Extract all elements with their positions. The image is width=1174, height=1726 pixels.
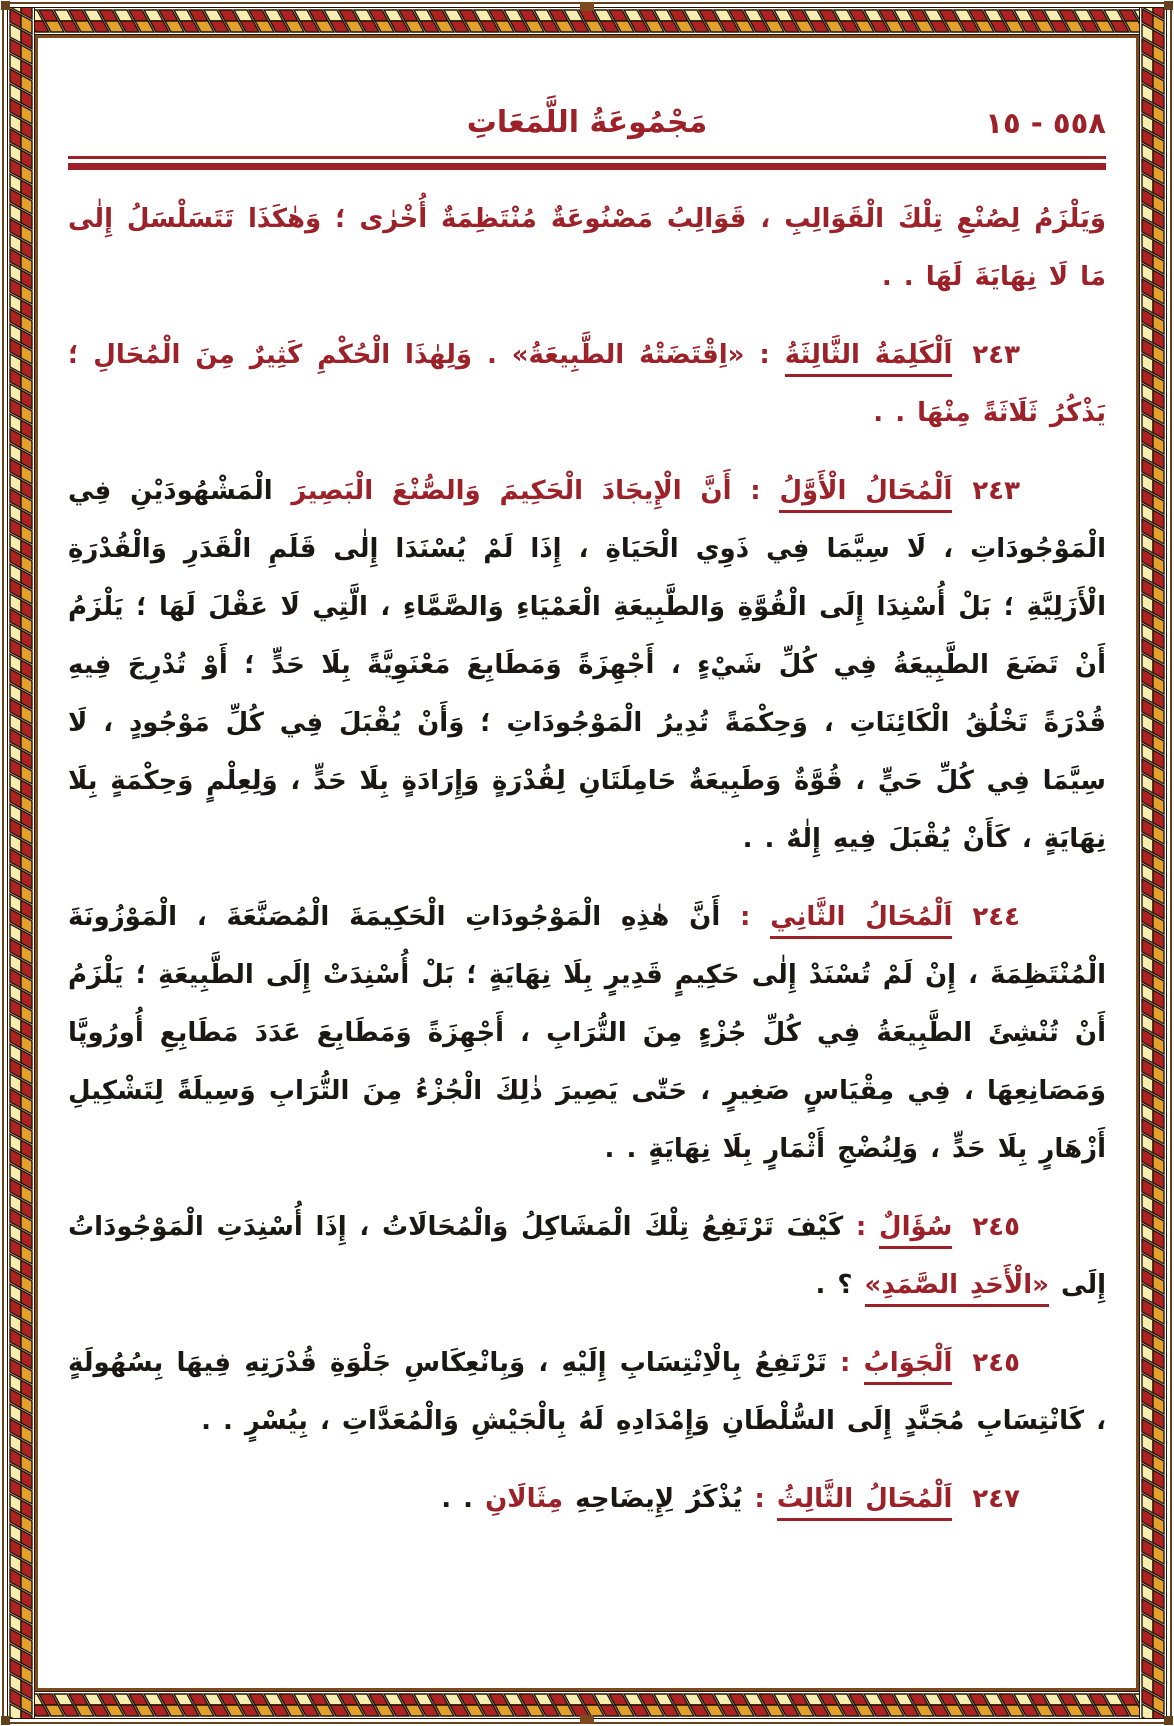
text-segment: : bbox=[843, 1212, 880, 1242]
border-chain-left bbox=[7, 7, 35, 1719]
text-segment: وَيَلْزَمُ لِصُنْعِ تِلْكَ الْقَوَالِبِ ، قَوَالِبُ مَصْنُوعَةٌ مُنْتَظِمَةٌ أُخْرٰى ؛ وَهٰكَذَا تَتَسَلْسَلُ إِلٰى مَا لَا نِهَايَةَ لَهَا . . bbox=[68, 204, 1106, 292]
border-center-tab-top bbox=[580, 2, 594, 11]
paragraph-number: ٢٤٧ bbox=[972, 1484, 1020, 1514]
text-segment: : أَنَّ الْإِيجَادَ الْحَكِيمَ وَالصُّنْعَ الْبَصِيرَ bbox=[272, 476, 780, 506]
text-segment: يُذْكَرُ لِإِيضَاحِهِ bbox=[563, 1484, 743, 1514]
section-heading: سُؤَالٌ bbox=[879, 1212, 952, 1249]
page-title: مَجْمُوعَةُ اللَّمَعَاتِ bbox=[466, 105, 708, 140]
text-segment: مِثَالَانِ bbox=[485, 1484, 564, 1514]
border-chain-right bbox=[1139, 7, 1167, 1719]
paragraph-number: ٢٤٣ bbox=[972, 340, 1021, 370]
paragraph bbox=[68, 1470, 1106, 1528]
paragraphs bbox=[68, 190, 1106, 1528]
page-number: ٥٥٨ - ١٥ bbox=[985, 106, 1106, 140]
page-content bbox=[40, 40, 1134, 1686]
text-segment: الْمَشْهُودَيْنِ فِي الْمَوْجُودَاتِ ، لَا سِيَّمَا فِي ذَوِي الْحَيَاةِ ، إِذَا لَمْ يُسْنَدَا إِلٰى قَلَمِ الْقَدَرِ وَالْقُدْرَةِ الْأَزَلِيَّةِ ؛ بَلْ أُسْنِدَا إِلَى الْقُوَّةِ وَالطَّبِيعَةِ الْعَمْيَاءِ وَالصَّمَّاءِ ، الَّتِي لَا عَقْلَ لَهَا ؛ يَلْزَمُ أَنْ تَضَعَ الطَّبِيعَةُ فِي كُلِّ شَيْءٍ ، أَجْهِزَةً وَمَطَابِعَ مَعْنَوِيَّةً بِلَا حَدٍّ ؛ أَوْ تُدْرِجَ فِيهِ قُدْرَةً تَخْلُقُ الْكَائِنَاتِ ، وَحِكْمَةً تُدِيرُ الْمَوْجُودَاتِ ؛ وَأَنْ يُقْبَلَ فِي كُلِّ مَوْجُودٍ ، لَا سِيَّمَا فِي كُلِّ حَيٍّ ، قُوَّةٌ وَطَبِيعَةٌ حَامِلَتَانِ لِقُدْرَةٍ وَإِرَادَةٍ بِلَا حَدٍّ ، وَلِعِلْمٍ وَحِكْمَةٍ بِلَا نِهَايَةٍ ، كَأَنْ يُقْبَلَ فِيهِ إِلٰهٌ . . bbox=[68, 476, 1106, 854]
text-segment: . . bbox=[441, 1484, 486, 1514]
paragraph-number: ٢٤٤ bbox=[972, 902, 1020, 932]
paragraph-number: ٢٤٥ bbox=[972, 1212, 1020, 1242]
page-header bbox=[68, 74, 1106, 140]
text-segment: تَرْتَفِعُ بِالْاِنْتِسَابِ إِلَيْهِ ، وَبِانْعِكَاسِ جَلْوَةِ قُدْرَتِهِ فِيهَا بِسُهُولَةٍ ، كَانْتِسَابِ مُجَنَّدٍ إِلَى السُّلْطَانِ وَإِمْدَادِهِ لَهُ بِالْجَيْشِ وَالْمُعَدَّاتِ ، بِيُسْرٍ . . bbox=[68, 1348, 1106, 1436]
text-segment: كَيْفَ تَرْتَفِعُ تِلْكَ الْمَشَاكِلُ وَالْمُحَالَاتُ ، إِذَا أُسْنِدَتِ الْمَوْجُودَاتُ إِلَى bbox=[68, 1212, 1106, 1300]
paragraph-number: ٢٤٥ bbox=[972, 1348, 1020, 1378]
border-corner-knob bbox=[1164, 1716, 1173, 1725]
text-segment: : bbox=[720, 902, 771, 932]
border-corner-knob bbox=[1164, 1, 1173, 10]
border-center-tab-bottom bbox=[580, 1715, 594, 1724]
section-heading: «الْأَحَدِ الصَّمَدِ» bbox=[865, 1270, 1049, 1307]
section-heading: اَلْمُحَالُ الثَّالِثُ bbox=[777, 1484, 953, 1521]
text-segment: أَنَّ هٰذِهِ الْمَوْجُودَاتِ الْحَكِيمَةَ الْمُصَنَّعَةَ ، الْمَوْزُونَةَ الْمُنْتَظِمَةَ ، إِنْ لَمْ تُسْنَدْ إِلٰى حَكِيمٍ قَدِيرٍ بِلَا نِهَايَةٍ ؛ بَلْ أُسْنِدَتْ إِلَى الطَّبِيعَةِ ؛ يَلْزَمُ أَنْ تُنْشِئَ الطَّبِيعَةُ فِي كُلِّ جُزْءٍ مِنَ التُّرَابِ ، أَجْهِزَةً وَمَطَابِعَ عَدَدَ مَطَابِعِ أُورُوپَّا وَمَصَانِعِهَا ، فِي مِقْيَاسٍ صَغِيرٍ ، حَتّٰى يَصِيرَ ذٰلِكَ الْجُزْءُ مِنَ التُّرَابِ وَسِيلَةً لِتَشْكِيلِ أَزْهَارٍ بِلَا حَدٍّ ، وَلِنُضْجِ أَثْمَارٍ بِلَا نِهَايَةٍ . . bbox=[68, 902, 1106, 1164]
section-heading: اَلْكَلِمَةُ الثَّالِثَةُ bbox=[785, 340, 953, 377]
paragraph bbox=[68, 888, 1106, 1178]
paragraph bbox=[68, 462, 1106, 868]
section-heading: اَلْمُحَالُ الْأَوَّلُ bbox=[779, 476, 952, 513]
text-segment: : bbox=[742, 1484, 777, 1514]
header-double-rule bbox=[68, 156, 1106, 170]
text-segment: : bbox=[826, 1348, 864, 1378]
text-segment: : «اِقْتَضَتْهُ الطَّبِيعَةُ» . وَلِهٰذَا الْحُكْمِ كَثِيرٌ مِنَ الْمُحَالِ ؛ يَذْكُرُ ثَلَاثَةً مِنْهَا . . bbox=[68, 340, 1106, 428]
text-segment: ؟ . bbox=[815, 1270, 865, 1300]
border-corner-knob bbox=[1, 1716, 10, 1725]
paragraph bbox=[68, 326, 1106, 442]
paragraph bbox=[68, 1334, 1106, 1450]
section-heading: اَلْمُحَالُ الثَّانِي bbox=[770, 902, 952, 939]
paragraph-number: ٢٤٣ bbox=[972, 476, 1020, 506]
section-heading: اَلْجَوَابُ bbox=[864, 1348, 953, 1385]
border-corner-knob bbox=[1, 1, 10, 10]
paragraph bbox=[68, 190, 1106, 306]
border-chain-top bbox=[7, 7, 1167, 35]
paragraph bbox=[68, 1198, 1106, 1314]
